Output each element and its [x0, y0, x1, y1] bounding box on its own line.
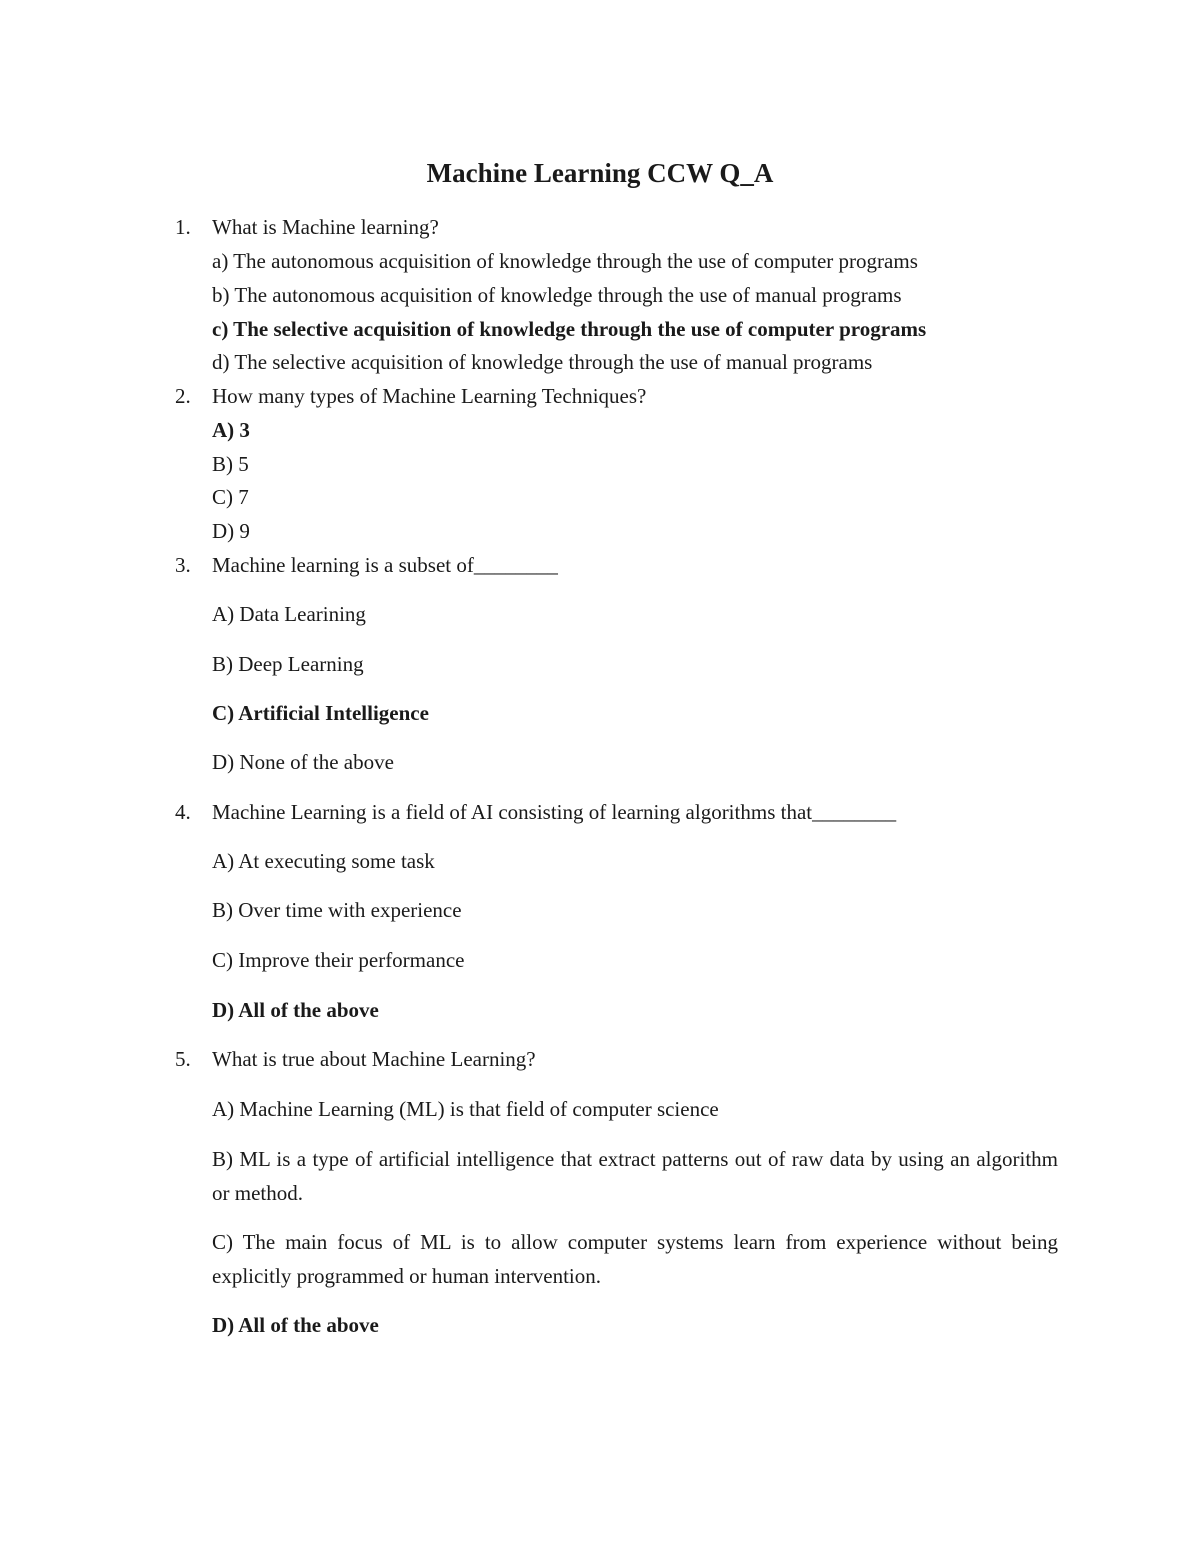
- question-1-text: What is Machine learning?: [212, 215, 439, 239]
- question-2-option-b: B) 5: [212, 452, 249, 476]
- question-1-option-d: d) The selective acquisition of knowledge through the use of manual programs: [212, 350, 873, 374]
- document-title: Machine Learning CCW Q_A: [426, 158, 774, 188]
- question-5-option-a: A) Machine Learning (ML) is that field of computer science: [212, 1097, 719, 1121]
- question-1-option-c-answer: c) The selective acquisition of knowledge through the use of computer programs: [212, 317, 927, 341]
- question-4-text: Machine Learning is a field of AI consisting of learning algorithms that________: [212, 800, 897, 824]
- question-1-option-b: b) The autonomous acquisition of knowledge through the use of manual programs: [212, 283, 902, 307]
- question-3-option-d: D) None of the above: [212, 750, 394, 774]
- question-5-text: What is true about Machine Learning?: [212, 1047, 536, 1071]
- question-2-option-d: D) 9: [212, 519, 250, 543]
- question-3-number: 3.: [175, 553, 191, 577]
- question-5-option-c: C) The main focus of ML is to allow computer systems learn from experience without being explicitly programmed or human intervention.: [212, 1230, 1058, 1288]
- question-1-option-a: a) The autonomous acquisition of knowledge through the use of computer programs: [212, 249, 918, 273]
- question-4-number: 4.: [175, 800, 191, 824]
- question-2-text: How many types of Machine Learning Techniques?: [212, 384, 647, 408]
- question-5-option-d-answer: D) All of the above: [212, 1313, 379, 1337]
- question-3-option-c-answer: C) Artificial Intelligence: [212, 701, 429, 725]
- question-3-option-a: A) Data Learining: [212, 602, 366, 626]
- question-2-option-a-answer: A) 3: [212, 418, 250, 442]
- question-4-option-a: A) At executing some task: [212, 849, 435, 873]
- question-4-option-c: C) Improve their performance: [212, 948, 465, 972]
- question-3-option-b: B) Deep Learning: [212, 652, 364, 676]
- question-1-number: 1.: [175, 215, 191, 239]
- question-4-option-b: B) Over time with experience: [212, 898, 462, 922]
- question-5-number: 5.: [175, 1047, 191, 1071]
- question-5-option-b: B) ML is a type of artificial intelligence that extract patterns out of raw data by using an algorithm or method.: [212, 1147, 1058, 1205]
- question-2-number: 2.: [175, 384, 191, 408]
- question-4-option-d-answer: D) All of the above: [212, 998, 379, 1022]
- question-3-text: Machine learning is a subset of________: [212, 553, 558, 577]
- question-2-option-c: C) 7: [212, 485, 249, 509]
